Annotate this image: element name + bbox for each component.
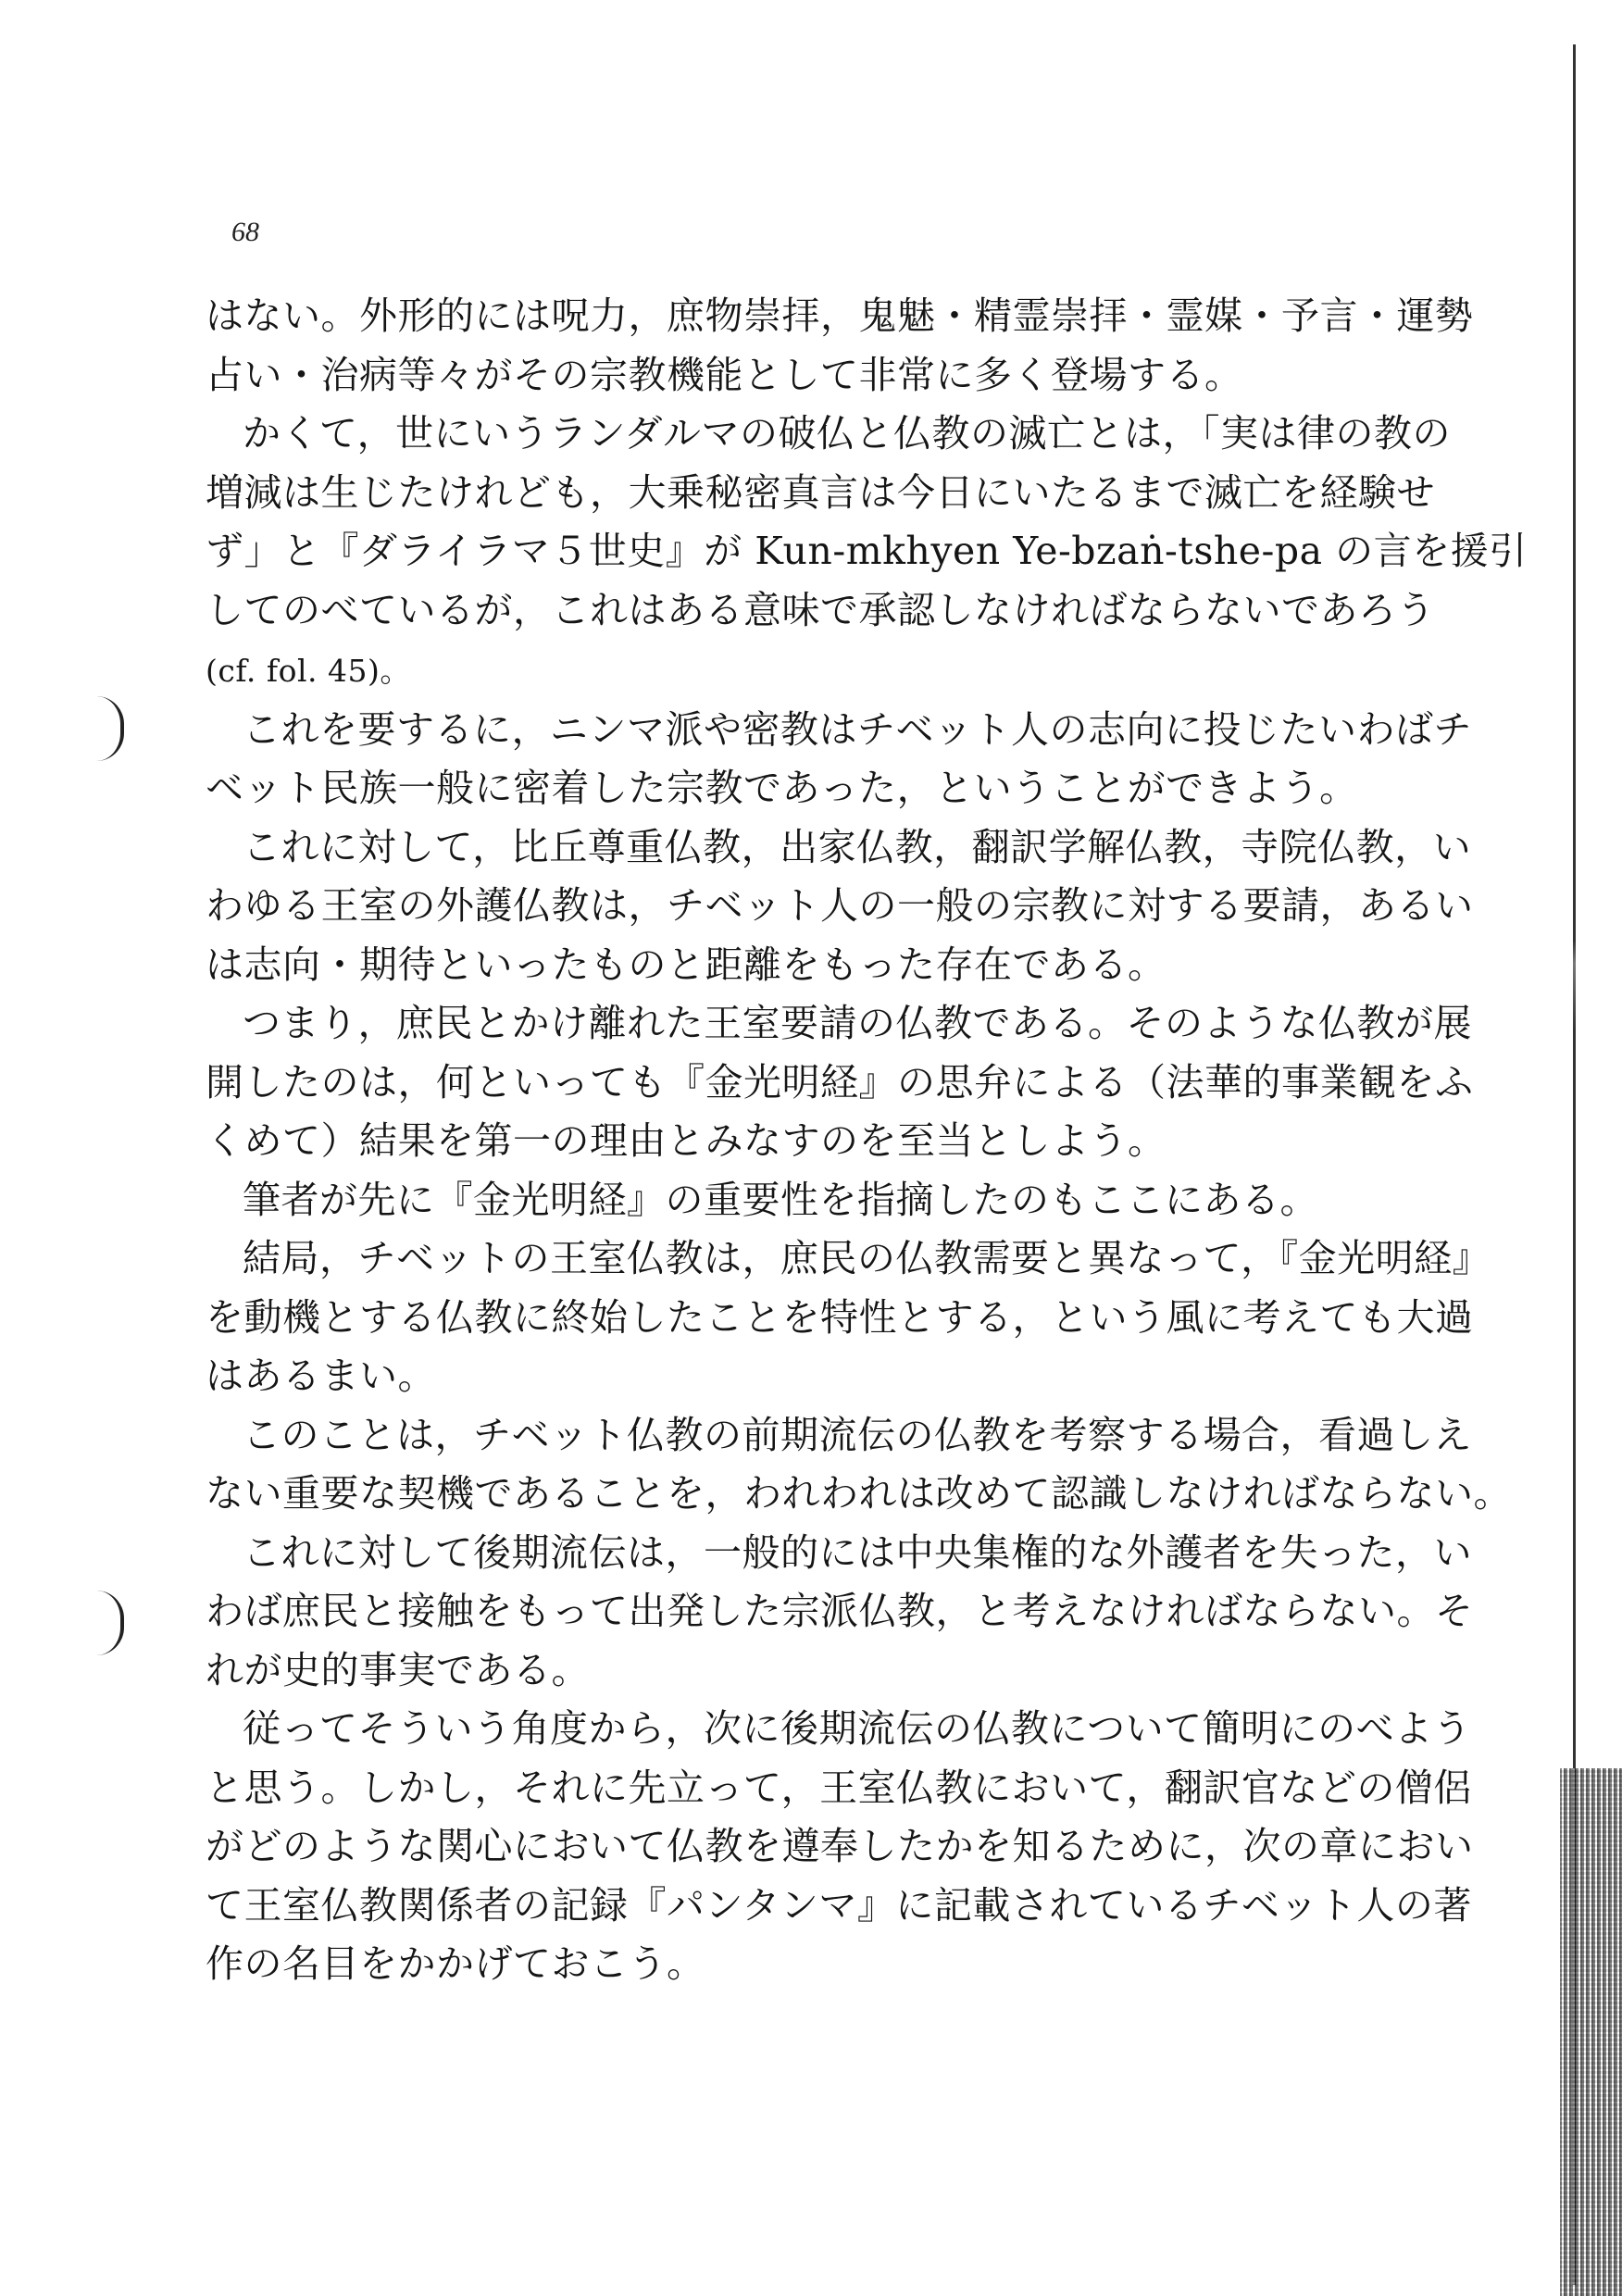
paragraph-4: [206, 818, 1474, 995]
text-line: わゆる王室の外護仏教は，チベット人の一般の宗教に対する要請，あるい: [206, 883, 1474, 928]
text-line: はない。外形的には呪力，庶物崇拝，鬼魅・精霊崇拝・霊媒・予言・運勢: [206, 293, 1474, 338]
paragraph-2: [206, 405, 1528, 701]
text-line: このことは，チベット仏教の前期流伝の仏教を考察する場合，看過しえ: [243, 1412, 1472, 1457]
text-line: これに対して後期流伝は，一般的には中央集権的な外護者を失った，い: [243, 1529, 1472, 1575]
scan-shadow: [1560, 1768, 1622, 2296]
paragraph-6: [206, 1171, 1363, 1230]
text-line: つまり，庶民とかけ離れた王室要請の仏教である。そのような仏教が展: [243, 1001, 1472, 1045]
text-line: くめて）結果を第一の理由とみなすのを至当としよう。: [206, 1118, 1167, 1163]
citation: (cf. fol. 45)。: [206, 653, 411, 689]
text-line: はあるまい。: [206, 1354, 436, 1398]
text-line: かくて，世にいうランダルマの破仏と仏教の滅亡とは，「実は律の教の: [243, 411, 1452, 455]
text-line: これを要するに，ニンマ派や密教はチベット人の志向に投じたいわばチ: [243, 706, 1472, 752]
text-line: て王室仏教関係者の記録『パンタンマ』に記載されているチベット人の著: [206, 1882, 1472, 1928]
text-line: ない重要な契機であることを，われわれは改めて認識しなければならない。: [206, 1471, 1512, 1516]
text-line: 占い・治病等々がその宗教機能として非常に多く登場する。: [206, 352, 1243, 397]
text-line: これに対して，比丘尊重仏教，出家仏教，翻訳学解仏教，寺院仏教，い: [243, 824, 1472, 869]
text-line: してのべているが，これはある意味で承認しなければならないであろう: [206, 587, 1435, 632]
text-line: ベット民族一般に密着した宗教であった，ということができよう。: [206, 766, 1358, 810]
text-line: を動機とする仏教に終始したことを特性とする，という風に考えても大過: [206, 1294, 1474, 1340]
text-line: ず」と『ダライラマ５世史』が Kun-mkhyen Ye-bzaṅ-tshe-pa の言を援引: [206, 529, 1528, 573]
text-line: れが史的事実である。: [206, 1647, 590, 1692]
paragraph-5: [206, 994, 1474, 1171]
body-text: [206, 287, 1528, 1994]
citation-line: [206, 640, 1363, 701]
text-line: がどのような関心において仏教を遵奉したかを知るために，次の章におい: [206, 1824, 1474, 1868]
text-line: 筆者が先に『金光明経』の重要性を指摘したのもここにある。: [243, 1177, 1318, 1222]
text-line: 増減は生じたけれども，大乗秘密真言は今日にいたるまで滅亡を経験せ: [206, 469, 1435, 515]
paragraph-3: [206, 701, 1472, 818]
text-line: は志向・期待といったものと距離をもった存在である。: [206, 942, 1167, 987]
text-line: わば庶民と接触をもって出発した宗派仏教，と考えなければならない。そ: [206, 1589, 1474, 1633]
text-line: 開したのは，何といっても『金光明経』の思弁による（法華的事業観をふ: [206, 1059, 1474, 1104]
paragraph-9: [206, 1524, 1474, 1701]
binding-mark: [96, 1591, 124, 1655]
paragraph-8: [206, 1406, 1512, 1524]
paragraph-10: [206, 1700, 1474, 1994]
text-line: 結局，チベットの王室仏教は，庶民の仏教需要と異なって，『金光明経』: [243, 1236, 1491, 1280]
binding-mark: [96, 696, 124, 761]
text-line: と思う。しかし，それに先立って，王室仏教において，翻訳官などの僧侶: [206, 1765, 1472, 1810]
paragraph-7: [206, 1229, 1491, 1406]
text-line: 作の名目をかかげておこう。: [206, 1941, 705, 1986]
page-number: 68: [231, 217, 259, 247]
text-line: 従ってそういう角度から，次に後期流伝の仏教について簡明にのべよう: [243, 1706, 1472, 1751]
paragraph-1: [206, 287, 1474, 405]
